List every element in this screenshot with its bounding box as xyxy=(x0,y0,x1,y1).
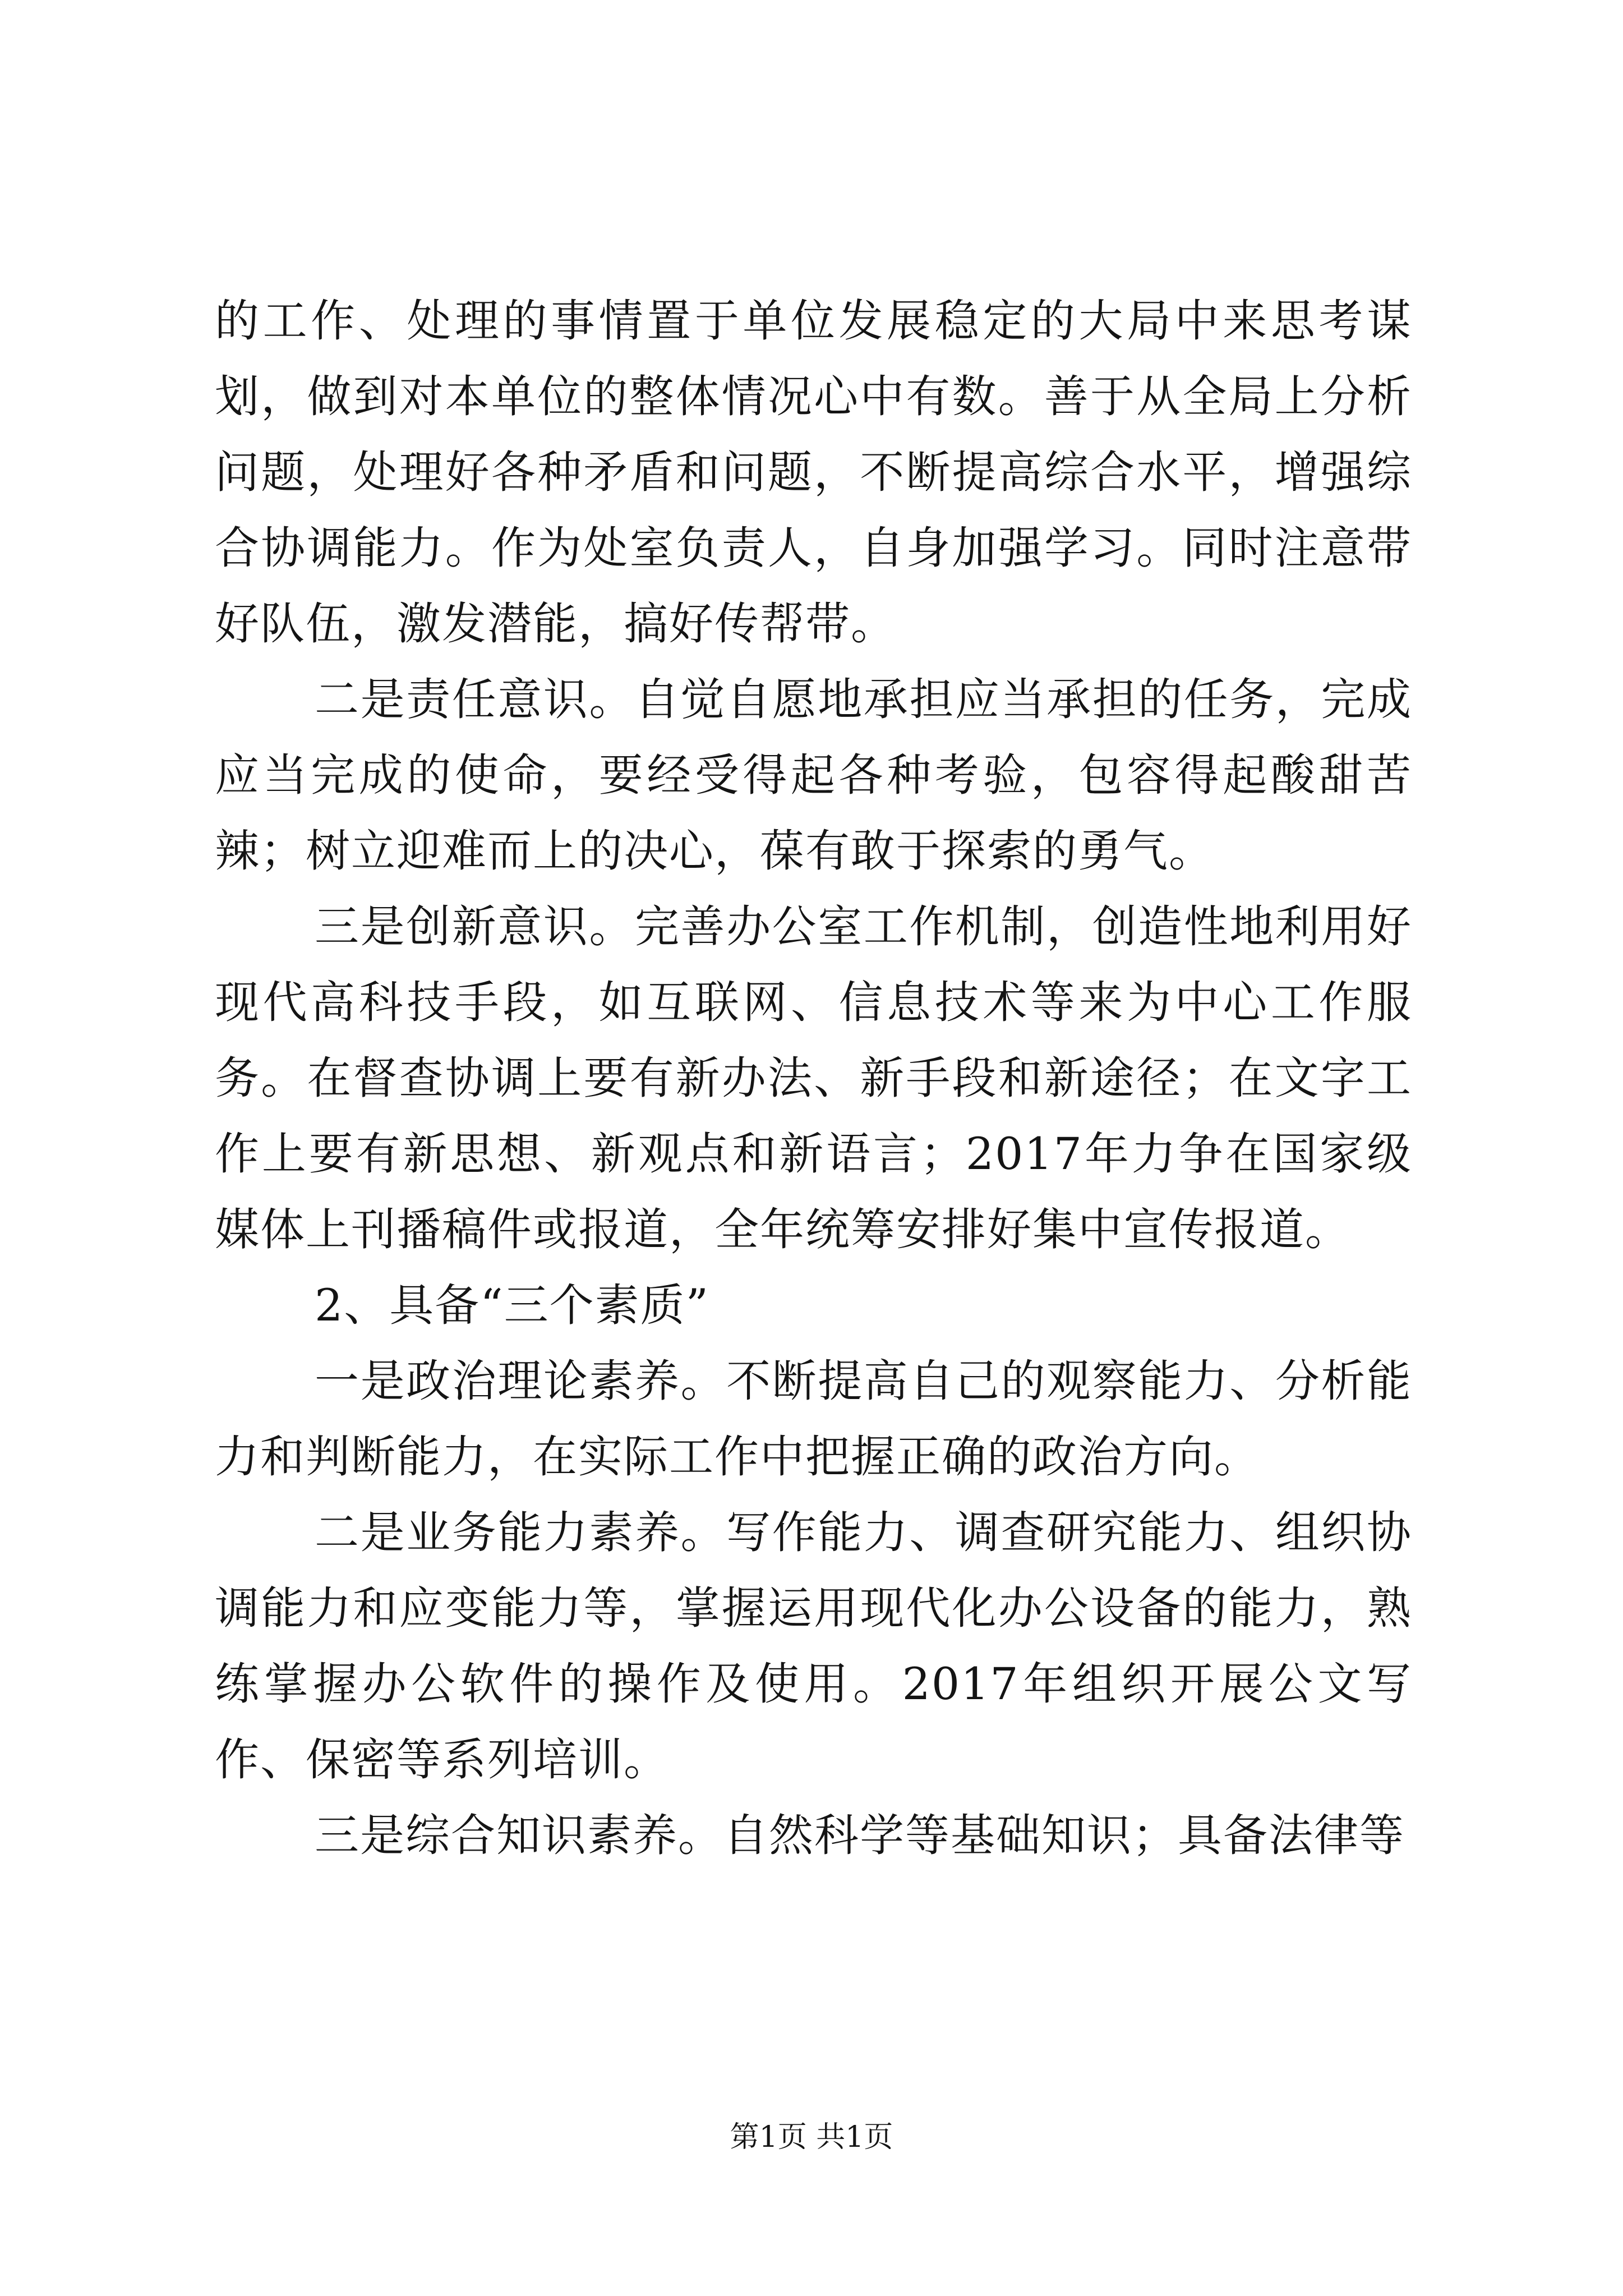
paragraph-continuation: 的工作、处理的事情置于单位发展稳定的大局中来思考谋划，做到对本单位的整体情况心中有数。善于从全局上分析问题，处理好各种矛盾和问题，不断提高综合水平，增强综合协调能力。作为处室负责人，自身加强学习。同时注意带好队伍，激发潜能，搞好传帮带。 xyxy=(215,295,1412,650)
paragraph-political-theory: 一是政治理论素养。不断提高自己的观察能力、分析能力和判断能力，在实际工作中把握正确的政治方向。 xyxy=(215,1355,1412,1483)
page-footer: 第1页 共1页 xyxy=(730,2120,893,2154)
paragraph-responsibility: 二是责任意识。自觉自愿地承担应当承担的任务，完成应当完成的使命，要经受得起各种考验，包容得起酸甜苦辣；树立迎难而上的决心，葆有敢于探索的勇气。 xyxy=(215,674,1412,877)
section-heading-three-qualities: 2、具备“三个素质” xyxy=(315,1280,710,1331)
paragraph-innovation: 三是创新意识。完善办公室工作机制，创造性地利用好现代高科技手段，如互联网、信息技术等来为中心工作服务。在督查协调上要有新办法、新手段和新途径；在文字工作上要有新思想、新观点和新语言；2017年力争在国家级媒体上刊播稿件或报道，全年统筹安排好集中宣传报道。 xyxy=(215,901,1412,1255)
document-body xyxy=(215,283,1412,1874)
paragraph-comprehensive-knowledge: 三是综合知识素养。自然科学等基础知识；具备法律等 xyxy=(315,1810,1405,1861)
paragraph-business-ability: 二是业务能力素养。写作能力、调查研究能力、组织协调能力和应变能力等，掌握运用现代化办公设备的能力，熟练掌握办公软件的操作及使用。2017年组织开展公文写作、保密等系列培训。 xyxy=(215,1507,1412,1786)
